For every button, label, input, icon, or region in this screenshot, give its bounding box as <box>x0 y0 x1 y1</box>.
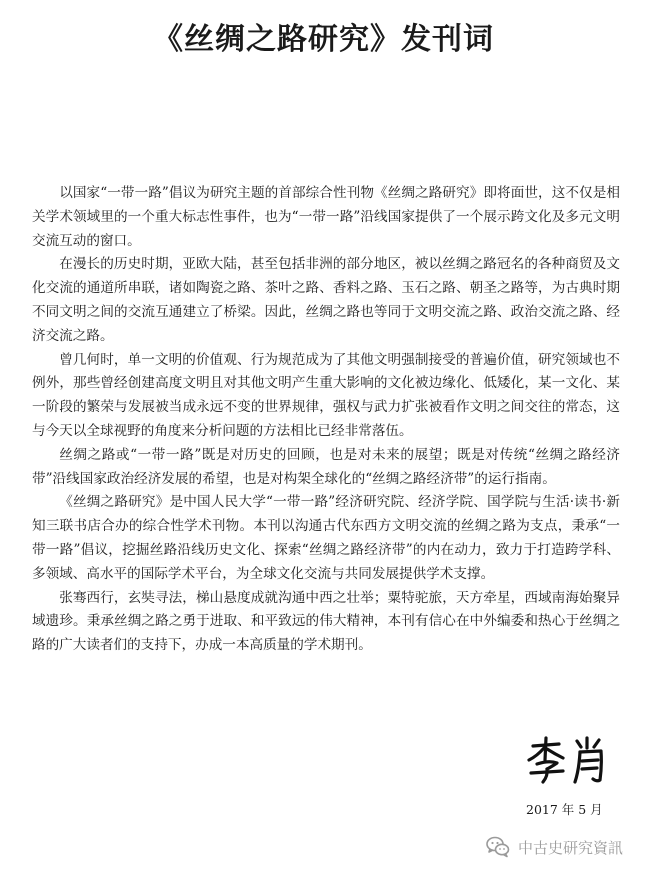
paragraph: 以国家“一带一路”倡议为研究主题的首部综合性刊物《丝绸之路研究》即将面世，这不仅是相关学术领域里的一个重大标志性事件，也为“一带一路”沿线国家提供了一个展示跨文化及多元文明交流互动的窗口。 <box>32 185 620 249</box>
paragraph: 曾几何时，单一文明的价值观、行为规范成为了其他文明强制接受的普遍价值，研究领域也不例外，那些曾经创建高度文明且对其他文明产生重大影响的文化被边缘化、低矮化，某一文化、某一阶段的繁荣与发展被当成永远不变的世界规律，强权与武力扩张被看作文明之间交往的常态，这与今天以全球视野的角度来分析问题的方法相比已经非常落伍。 <box>32 351 620 439</box>
paragraph: 张骞西行，玄奘寻法，梯山悬度成就沟通中西之壮举；粟特驼旅，天方牵星，西域南海始聚异域遗珍。秉承丝绸之路之勇于进取、和平致远的伟大精神，本刊有信心在中外编委和热心于丝绸之路的广大读者们的支持下，办成一本高质量的学术期刊。 <box>32 589 620 654</box>
article-body <box>32 182 620 658</box>
wechat-icon <box>486 836 510 858</box>
paragraph: 《丝绸之路研究》是中国人民大学“一带一路”经济研究院、经济学院、国学院与生活·读书·新知三联书店合办的综合性学术刊物。本刊以沟通古代东西方文明交流的丝绸之路为支点，秉承“一带一路”倡议，挖掘丝路沿线历史文化、探索“丝绸之路经济带”的内在动力，致力于打造跨学科、多领域、高水平的国际学术平台，为全球文化交流与共同发展提供学术支撑。 <box>32 494 620 582</box>
watermark-text: 中古史研究資訊 <box>518 838 624 857</box>
handwritten-signature <box>525 736 615 786</box>
paragraph: 丝绸之路或“一带一路”既是对历史的回顾，也是对未来的展望；既是对传统“丝绸之路经济带”沿线国家政治经济发展的希望，也是对构架全球化的“丝绸之路经济带”的运行指南。 <box>32 446 620 487</box>
watermark <box>486 832 623 862</box>
page-title: 《丝绸之路研究》发刊词 <box>153 22 494 57</box>
publication-date: 2017 年 5 月 <box>526 802 603 817</box>
paragraph: 在漫长的历史时期，亚欧大陆，甚至包括非洲的部分地区，被以丝绸之路冠名的各种商贸及文化交流的通道所串联，诸如陶瓷之路、茶叶之路、香料之路、玉石之路、朝圣之路等，为古典时期不同文明之间的交流互通建立了桥梁。因此，丝绸之路也等同于文明交流之路、政治交流之路、经济交流之路。 <box>32 256 620 344</box>
